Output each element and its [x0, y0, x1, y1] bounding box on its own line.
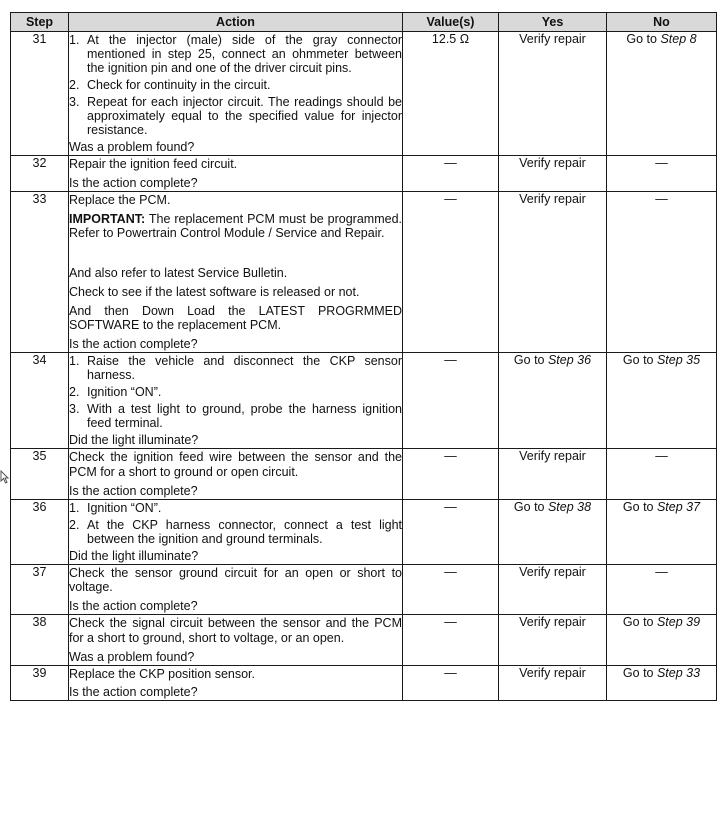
action-cell [69, 353, 403, 449]
table-row-step-31 [11, 32, 717, 156]
action-text: Check the ignition feed wire between the sensor and the PCM for a short to ground or open circuit. [69, 450, 402, 479]
item-number: 2. [69, 517, 80, 532]
important-note [69, 212, 402, 242]
yes-cell: Verify repair [499, 564, 607, 615]
value-cell: — [403, 499, 499, 564]
action-cell [69, 615, 403, 666]
table-row-step-39 [11, 665, 717, 701]
no-cell [607, 499, 717, 564]
no-cell: — [607, 191, 717, 352]
table-row-step-34 [11, 353, 717, 449]
value-cell: 12.5 Ω [403, 32, 499, 156]
action-question: Did the light illuminate? [69, 433, 199, 447]
action-item [69, 402, 402, 430]
value-cell: — [403, 449, 499, 500]
goto-step-link: Step 33 [656, 665, 701, 680]
yes-cell: Verify repair [499, 191, 607, 352]
action-cell [69, 564, 403, 615]
goto-step-link: Step 37 [656, 499, 701, 514]
value-cell: — [403, 156, 499, 192]
action-item-text: At the injector (male) side of the gray connector mentioned in step 25, connect an ohmmeter between the ignition pin and one of the driver circuit pins. [87, 33, 402, 75]
goto-prefix: Go to [622, 665, 657, 680]
item-number: 1. [69, 500, 80, 515]
action-question: Is the action complete? [69, 599, 198, 613]
step-number: 34 [11, 353, 69, 449]
action-text: Check the signal circuit between the sensor and the PCM for a short to ground, short to voltage, or an open. [69, 616, 402, 645]
action-item [69, 78, 402, 92]
step-number: 39 [11, 665, 69, 701]
action-cell [69, 156, 403, 192]
no-cell [607, 353, 717, 449]
goto-prefix: Go to [622, 615, 657, 629]
action-item-text: Ignition “ON”. [87, 385, 162, 399]
action-question: Was a problem found? [69, 649, 195, 664]
no-cell: — [607, 449, 717, 500]
action-question: Is the action complete? [69, 175, 198, 190]
header-action: Action [69, 13, 403, 32]
item-number: 2. [69, 78, 80, 92]
action-item-text: At the CKP harness connector, connect a test light between the ignition and ground terminals. [87, 517, 402, 546]
step-number: 35 [11, 449, 69, 500]
action-cell [69, 665, 403, 701]
value-cell: — [403, 665, 499, 701]
no-cell: — [607, 564, 717, 615]
yes-cell: Verify repair [499, 156, 607, 192]
action-question: Was a problem found? [69, 140, 195, 154]
action-text: Check to see if the latest software is released or not. [69, 284, 360, 299]
action-text: Replace the CKP position sensor. [69, 666, 255, 681]
value-cell: — [403, 191, 499, 352]
step-number: 31 [11, 32, 69, 156]
goto-step-link: Step 36 [547, 353, 592, 367]
step-number: 32 [11, 156, 69, 192]
action-cell [69, 191, 403, 352]
action-item [69, 354, 402, 382]
action-item [69, 501, 402, 515]
no-cell [607, 665, 717, 701]
action-item-text: Repeat for each injector circuit. The readings should be approximately equal to the specified value for injector resistance. [87, 95, 402, 137]
goto-step-link: Step 35 [656, 353, 701, 367]
goto-prefix: Go to [513, 499, 548, 514]
table-row-step-38 [11, 615, 717, 666]
goto-prefix: Go to [622, 353, 657, 367]
step-number: 38 [11, 615, 69, 666]
item-number: 1. [69, 354, 80, 368]
table-row-step-32 [11, 156, 717, 192]
table-row-step-37 [11, 564, 717, 615]
action-text: Check the sensor ground circuit for an open or short to voltage. [69, 565, 402, 595]
action-question: Is the action complete? [69, 337, 198, 351]
action-text: Repair the ignition feed circuit. [69, 157, 238, 171]
important-label: IMPORTANT: [69, 211, 146, 226]
action-item [69, 33, 402, 75]
action-question: Is the action complete? [69, 483, 198, 498]
header-values: Value(s) [403, 13, 499, 32]
yes-cell: Verify repair [499, 615, 607, 666]
value-cell: — [403, 564, 499, 615]
important-text: The replacement PCM must be programmed. Refer to Powertrain Control Module / Service and Repair. [69, 211, 402, 241]
action-text: Replace the PCM. [69, 192, 171, 207]
table-row-step-33 [11, 191, 717, 352]
value-cell: — [403, 353, 499, 449]
header-yes: Yes [499, 13, 607, 32]
table-header-row [11, 13, 717, 32]
item-number: 3. [69, 95, 80, 109]
action-item [69, 518, 402, 546]
yes-cell: Verify repair [499, 449, 607, 500]
step-number: 36 [11, 499, 69, 564]
value-cell: — [403, 615, 499, 666]
table-row-step-35 [11, 449, 717, 500]
action-item [69, 385, 402, 399]
header-step: Step [11, 13, 69, 32]
action-question: Is the action complete? [69, 685, 198, 700]
item-number: 3. [69, 402, 80, 416]
action-item-text: With a test light to ground, probe the harness ignition feed terminal. [87, 402, 402, 430]
action-cell [69, 499, 403, 564]
action-item [69, 95, 402, 137]
action-item-text: Ignition “ON”. [87, 500, 162, 515]
action-cell [69, 32, 403, 156]
goto-prefix: Go to [513, 353, 548, 367]
goto-prefix: Go to [626, 32, 661, 46]
action-item-text: Check for continuity in the circuit. [87, 78, 271, 92]
action-question: Did the light illuminate? [69, 548, 199, 563]
table-row-step-36 [11, 499, 717, 564]
mouse-cursor-icon [0, 470, 9, 487]
goto-prefix: Go to [622, 499, 657, 514]
yes-cell [499, 353, 607, 449]
yes-cell [499, 499, 607, 564]
header-no: No [607, 13, 717, 32]
item-number: 1. [69, 33, 80, 47]
item-number: 2. [69, 385, 80, 399]
goto-step-link: Step 38 [547, 499, 592, 514]
no-cell [607, 32, 717, 156]
action-cell [69, 449, 403, 500]
action-text: And then Down Load the LATEST PROGRMMED SOFTWARE to the replacement PCM. [69, 303, 402, 333]
step-number: 37 [11, 564, 69, 615]
action-text: And also refer to latest Service Bulletin. [69, 266, 288, 280]
goto-step-link: Step 8 [660, 32, 697, 46]
step-number: 33 [11, 191, 69, 352]
yes-cell: Verify repair [499, 32, 607, 156]
action-item-text: Raise the vehicle and disconnect the CKP sensor harness. [87, 354, 402, 382]
diagnostic-table [10, 12, 717, 701]
no-cell: — [607, 156, 717, 192]
goto-step-link: Step 39 [656, 615, 701, 629]
no-cell [607, 615, 717, 666]
yes-cell: Verify repair [499, 665, 607, 701]
